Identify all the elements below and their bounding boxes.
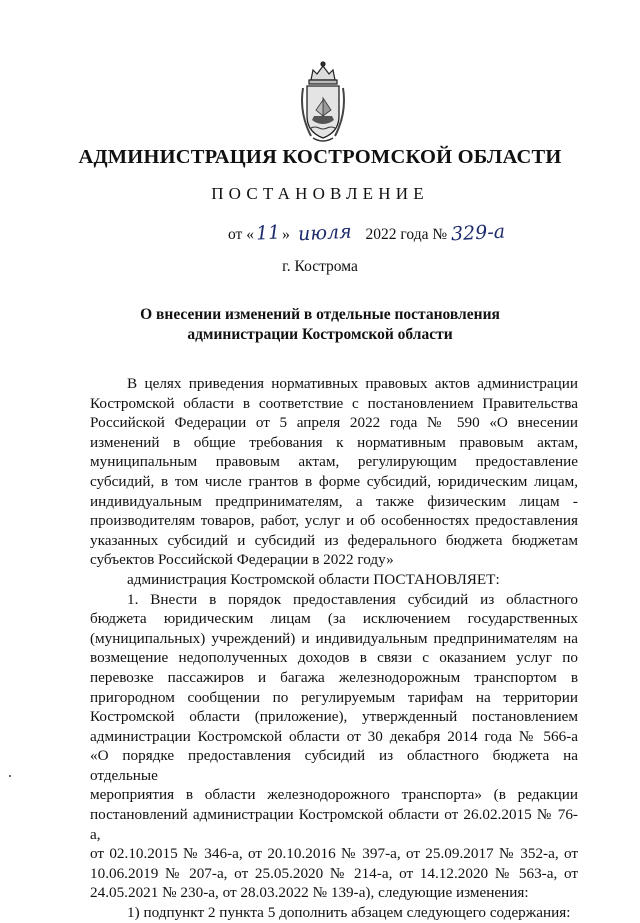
resolves-line: администрация Костромской области ПОСТАНОВЛЯЕТ: bbox=[127, 570, 500, 588]
body-line: мероприятия в области железнодорожного транспорта» (в редакции bbox=[90, 786, 578, 804]
body-line: изменений в общие требования к нормативным правовым актам, bbox=[90, 433, 578, 451]
organization-title: АДМИНИСТРАЦИЯ КОСТРОМСКОЙ ОБЛАСТИ bbox=[78, 146, 562, 168]
body-line: (муниципальных) учреждений) и индивидуальным предпринимателям на bbox=[90, 629, 578, 647]
body-line: 24.05.2021 № 230-а, от 28.03.2022 № 139-а), следующие изменения: bbox=[90, 884, 529, 902]
body-line: 1. Внести в порядок предоставления субсидий из областного bbox=[127, 590, 578, 608]
document-subject bbox=[0, 305, 640, 345]
body-line: постановлений администрации Костромской области от 26.02.2015 № 76-а, bbox=[90, 806, 578, 843]
body-line: Костромской области (приложение), утвержденный постановлением bbox=[90, 708, 578, 726]
coat-of-arms-emblem bbox=[297, 58, 349, 144]
date-year-text: 2022 года № bbox=[365, 226, 448, 243]
body-line: В целях приведения нормативных правовых актов администрации bbox=[127, 375, 578, 392]
handwritten-document-number: 329-а bbox=[450, 220, 506, 246]
handwritten-day: 11 bbox=[255, 221, 281, 245]
document-body bbox=[90, 374, 578, 923]
preamble-paragraph bbox=[90, 374, 578, 570]
body-line: «О порядке предоставления субсидий из областного бюджета на отдельные bbox=[90, 747, 578, 784]
body-line: Российской Федерации от 5 апреля 2022 года № 590 «О внесении bbox=[90, 414, 578, 432]
body-line: индивидуальным предпринимателям, а также физическим лицам - bbox=[90, 492, 578, 510]
body-line: пригородном сообщении по регулируемым тарифам на территории bbox=[90, 688, 578, 706]
body-line: перевозке пассажиров и багажа железнодорожным транспортом в bbox=[90, 668, 578, 686]
date-prefix: от « bbox=[228, 226, 254, 243]
body-line: субсидий, в том числе грантов в форме субсидий, юридическим лицам, bbox=[90, 472, 578, 490]
scan-mark bbox=[9, 775, 11, 777]
document-date-line bbox=[228, 222, 505, 244]
body-line: бюджета юридическим лицам (за исключением государственных bbox=[90, 610, 578, 628]
body-line: возмещение недополученных доходов в связи с оказанием услуг по bbox=[90, 649, 578, 667]
document-type: ПОСТАНОВЛЕНИЕ bbox=[211, 184, 429, 203]
body-line: администрации Костромской области от 30 декабря 2014 года № 566-а bbox=[90, 727, 578, 745]
date-quote-close: » bbox=[282, 226, 290, 243]
body-line: от 02.10.2015 № 346-а, от 20.10.2016 № 397-а, от 25.09.2017 № 352-а, от bbox=[90, 845, 578, 863]
subitem-1-line: 1) подпункт 2 пункта 5 дополнить абзацем следующего содержания: bbox=[127, 904, 571, 922]
body-line: муниципальным правовым актам, регулирующим предоставление bbox=[90, 453, 578, 471]
subject-line: О внесении изменений в отдельные постановления bbox=[140, 306, 500, 323]
body-line: указанных субсидий и субсидий из федерального бюджета бюджетам bbox=[90, 531, 578, 549]
body-line: 10.06.2019 № 207-а, от 25.05.2020 № 214-а, от 14.12.2020 № 563-а, от bbox=[90, 864, 578, 882]
body-line: Костромской области в соответствие с постановлением Правительства bbox=[90, 394, 578, 412]
handwritten-month: июля bbox=[297, 220, 353, 246]
body-line: производителям товаров, работ, услуг и об особенностях предоставления bbox=[90, 512, 578, 530]
body-line: субъектов Российской Федерации в 2022 году» bbox=[90, 551, 394, 569]
city-name: г. Кострома bbox=[282, 258, 358, 275]
subject-line: администрации Костромской области bbox=[187, 326, 453, 343]
item-1-paragraph bbox=[90, 590, 578, 904]
